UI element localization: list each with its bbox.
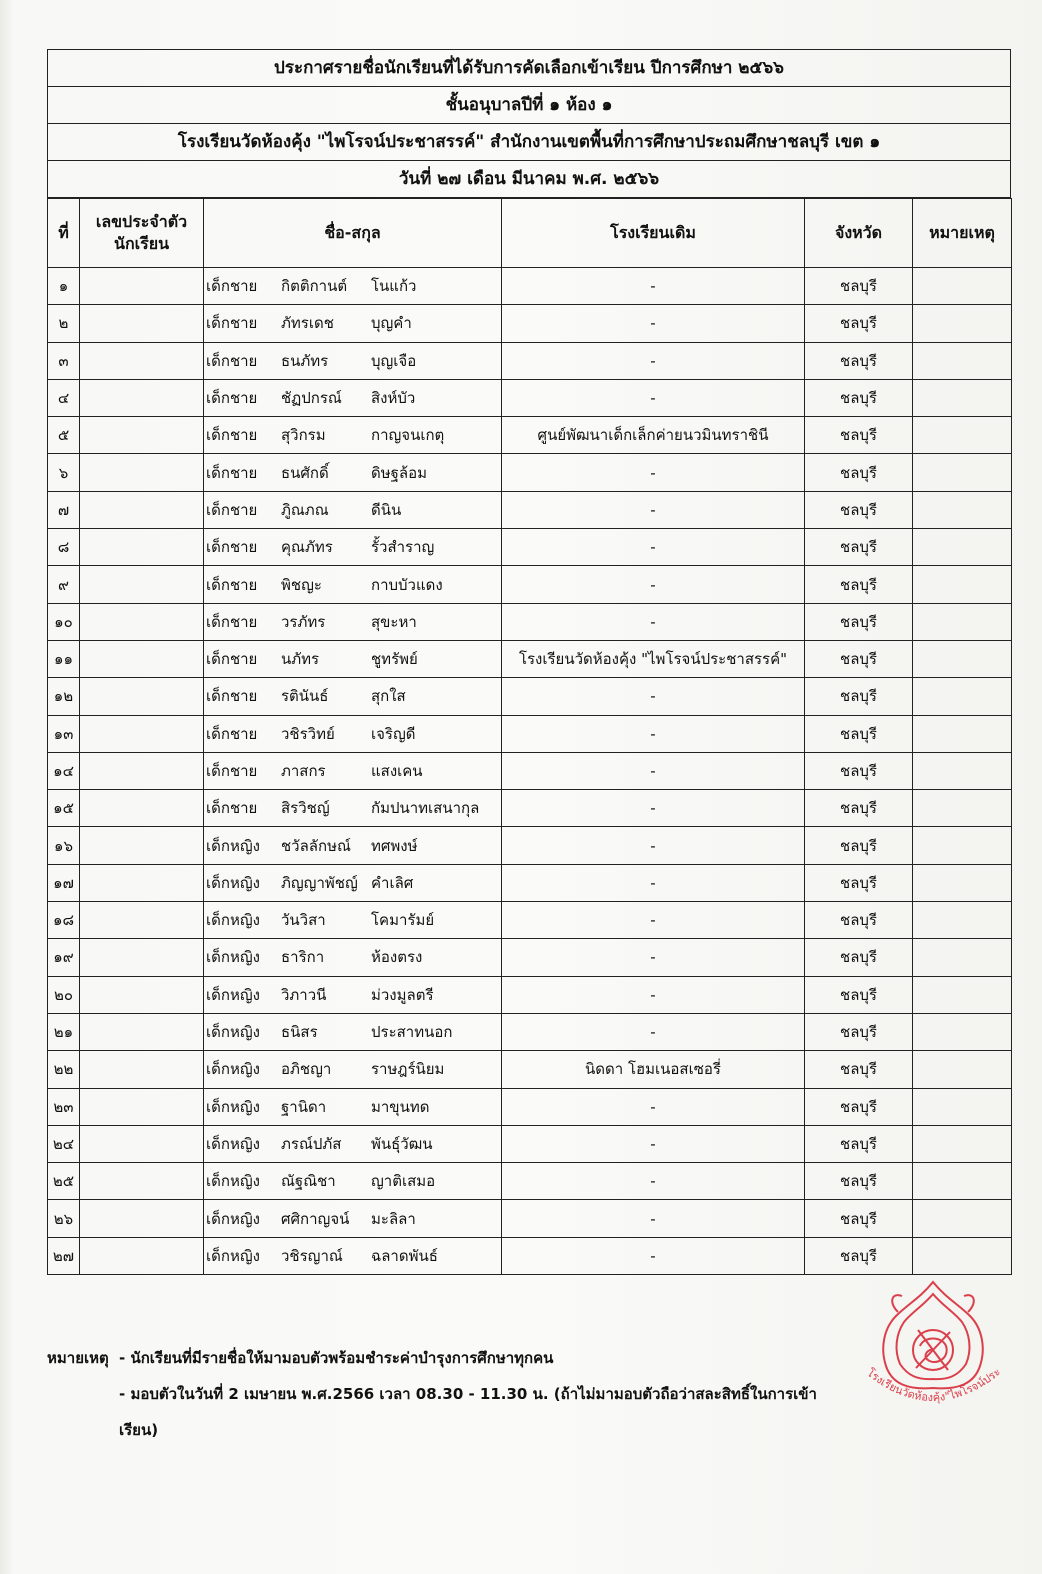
student-name-cell <box>204 976 502 1013</box>
student-id-cell <box>80 902 204 939</box>
table-row <box>48 342 1012 379</box>
announcement-date: วันที่ ๒๗ เดือน มีนาคม พ.ศ. ๒๕๖๖ <box>48 161 1010 198</box>
name-prefix: เด็กชาย <box>206 389 258 408</box>
svg-text:โรงเรียนวัดห้องคุ้ง"ไพโรจน์ประ: โรงเรียนวัดห้องคุ้ง"ไพโรจน์ประ <box>864 1365 1004 1405</box>
remarks-cell <box>913 640 1012 677</box>
student-id-cell <box>80 566 204 603</box>
table-row <box>48 640 1012 677</box>
column-header-remarks: หมายเหตุ <box>913 199 1012 268</box>
last-name: โคมารัมย์ <box>371 911 435 930</box>
table-row <box>48 976 1012 1013</box>
province-cell: ชลบุรี <box>805 1200 913 1237</box>
school-seal-icon <box>858 1278 1008 1418</box>
student-id-cell <box>80 1088 204 1125</box>
remarks-cell <box>913 566 1012 603</box>
first-name: สุวิกรม <box>281 426 326 445</box>
name-prefix: เด็กหญิง <box>206 1023 260 1042</box>
first-name: ศศิกาญจน์ <box>281 1209 350 1228</box>
row-number: ๑ <box>48 268 80 305</box>
student-id-cell <box>80 790 204 827</box>
first-name: ชัฏปกรณ์ <box>281 389 342 408</box>
table-row <box>48 1125 1012 1162</box>
province-cell: ชลบุรี <box>805 640 913 677</box>
first-name: ภิญญาพัชญ์ <box>281 873 358 892</box>
first-name: วชิรวิทย์ <box>281 724 335 743</box>
province-cell: ชลบุรี <box>805 790 913 827</box>
student-name-cell <box>204 1013 502 1050</box>
province-cell: ชลบุรี <box>805 491 913 528</box>
student-id-cell <box>80 1163 204 1200</box>
province-cell: ชลบุรี <box>805 864 913 901</box>
row-number: ๑๐ <box>48 603 80 640</box>
row-number: ๒๖ <box>48 1200 80 1237</box>
table-row <box>48 305 1012 342</box>
student-id-cell <box>80 454 204 491</box>
previous-school-cell: - <box>502 529 805 566</box>
name-prefix: เด็กชาย <box>206 687 258 706</box>
remarks-cell <box>913 603 1012 640</box>
student-table <box>47 198 1012 1275</box>
last-name: ฉลาดพันธ์ <box>371 1246 438 1265</box>
student-id-cell <box>80 379 204 416</box>
student-id-cell <box>80 827 204 864</box>
first-name: พิชญะ <box>281 575 322 594</box>
row-number: ๖ <box>48 454 80 491</box>
table-row <box>48 529 1012 566</box>
column-header-no: ที่ <box>48 199 80 268</box>
name-prefix: เด็กชาย <box>206 426 258 445</box>
announcement-sheet <box>47 49 1011 1275</box>
name-prefix: เด็กหญิง <box>206 1134 260 1153</box>
previous-school-cell: - <box>502 1125 805 1162</box>
province-cell: ชลบุรี <box>805 342 913 379</box>
first-name: ธนภัทร <box>281 351 329 370</box>
previous-school-cell: - <box>502 1088 805 1125</box>
student-id-cell <box>80 976 204 1013</box>
student-name-cell <box>204 566 502 603</box>
last-name: พันธุ์วัฒน <box>371 1134 433 1153</box>
student-id-cell <box>80 603 204 640</box>
name-prefix: เด็กหญิง <box>206 873 260 892</box>
last-name: ม่วงมูลตรี <box>371 985 434 1004</box>
row-number: ๑๗ <box>48 864 80 901</box>
previous-school-cell: - <box>502 603 805 640</box>
last-name: คำเลิศ <box>371 873 414 892</box>
remarks-cell <box>913 1051 1012 1088</box>
last-name: ประสาทนอก <box>371 1023 453 1042</box>
last-name: ชูทรัพย์ <box>371 650 418 669</box>
student-name-cell <box>204 342 502 379</box>
row-number: ๒๓ <box>48 1088 80 1125</box>
row-number: ๒๑ <box>48 1013 80 1050</box>
remarks-cell <box>913 417 1012 454</box>
row-number: ๑๘ <box>48 902 80 939</box>
previous-school-cell: - <box>502 305 805 342</box>
student-name-cell <box>204 715 502 752</box>
name-prefix: เด็กชาย <box>206 500 258 519</box>
first-name: ฐานิดา <box>281 1097 327 1116</box>
previous-school-cell: - <box>502 1163 805 1200</box>
first-name: ภาสกร <box>281 762 326 780</box>
remarks-cell <box>913 790 1012 827</box>
footnote-label: หมายเหตุ <box>47 1349 109 1367</box>
student-name-cell <box>204 379 502 416</box>
first-name: นภัทร <box>281 650 320 669</box>
footnote-line-2: - มอบตัวในวันที่ 2 เมษายน พ.ศ.2566 เวลา 08.30 - 11.30 น. (ถ้าไม่มามอบตัวถือว่าสละสิทธิ์ในการเข้าเรียน) <box>119 1385 817 1439</box>
first-name: วิภาวนี <box>281 985 327 1004</box>
table-row <box>48 864 1012 901</box>
remarks-cell <box>913 529 1012 566</box>
first-name: อภิชญา <box>281 1060 332 1079</box>
name-prefix: เด็กชาย <box>206 351 258 370</box>
previous-school-cell: - <box>502 454 805 491</box>
table-row <box>48 566 1012 603</box>
student-name-cell <box>204 1200 502 1237</box>
student-name-cell <box>204 1237 502 1274</box>
column-header-previous-school: โรงเรียนเดิม <box>502 199 805 268</box>
last-name: สุกใส <box>371 687 406 706</box>
student-name-cell <box>204 902 502 939</box>
remarks-cell <box>913 678 1012 715</box>
province-cell: ชลบุรี <box>805 454 913 491</box>
first-name: วันวิสา <box>281 911 326 930</box>
row-number: ๑๕ <box>48 790 80 827</box>
remarks-cell <box>913 902 1012 939</box>
province-cell: ชลบุรี <box>805 1051 913 1088</box>
first-name: ธาริกา <box>281 948 325 967</box>
name-prefix: เด็กหญิง <box>206 985 260 1004</box>
row-number: ๑๔ <box>48 752 80 789</box>
table-row <box>48 1237 1012 1274</box>
last-name: เจริญดี <box>371 724 416 743</box>
previous-school-cell: - <box>502 1013 805 1050</box>
row-number: ๑๓ <box>48 715 80 752</box>
student-id-cell <box>80 417 204 454</box>
previous-school-cell: - <box>502 790 805 827</box>
title-block <box>47 49 1011 198</box>
remarks-cell <box>913 1013 1012 1050</box>
row-number: ๗ <box>48 491 80 528</box>
previous-school-cell: ศูนย์พัฒนาเด็กเล็กค่ายนวมินทราชินี <box>502 417 805 454</box>
previous-school-cell: - <box>502 715 805 752</box>
table-row <box>48 715 1012 752</box>
row-number: ๔ <box>48 379 80 416</box>
province-cell: ชลบุรี <box>805 939 913 976</box>
remarks-cell <box>913 1125 1012 1162</box>
row-number: ๒๔ <box>48 1125 80 1162</box>
province-cell: ชลบุรี <box>805 1013 913 1050</box>
student-id-cell <box>80 1013 204 1050</box>
table-row <box>48 1163 1012 1200</box>
previous-school-cell: - <box>502 268 805 305</box>
student-id-cell <box>80 1237 204 1274</box>
last-name: ทศพงษ์ <box>371 836 418 855</box>
province-cell: ชลบุรี <box>805 379 913 416</box>
last-name: ดีนิน <box>371 500 402 519</box>
row-number: ๘ <box>48 529 80 566</box>
student-name-cell <box>204 603 502 640</box>
table-row <box>48 939 1012 976</box>
previous-school-cell: นิดดา โฮมเนอสเซอรี่ <box>502 1051 805 1088</box>
student-name-cell <box>204 529 502 566</box>
last-name: ญาติเสมอ <box>371 1172 436 1191</box>
remarks-cell <box>913 715 1012 752</box>
student-name-cell <box>204 491 502 528</box>
province-cell: ชลบุรี <box>805 752 913 789</box>
last-name: มาขุนทด <box>371 1097 430 1116</box>
province-cell: ชลบุรี <box>805 1125 913 1162</box>
row-number: ๑๖ <box>48 827 80 864</box>
name-prefix: เด็กหญิง <box>206 836 260 855</box>
table-row <box>48 379 1012 416</box>
previous-school-cell: - <box>502 939 805 976</box>
name-prefix: เด็กหญิง <box>206 1209 260 1228</box>
last-name: กัมปนาทเสนากุล <box>371 799 480 818</box>
previous-school-cell: - <box>502 1237 805 1274</box>
last-name: ราษฎร์นิยม <box>371 1060 445 1079</box>
row-number: ๕ <box>48 417 80 454</box>
student-id-cell <box>80 1125 204 1162</box>
first-name: คุณภัทร <box>281 538 333 557</box>
row-number: ๒๕ <box>48 1163 80 1200</box>
name-prefix: เด็กชาย <box>206 575 258 594</box>
province-cell: ชลบุรี <box>805 603 913 640</box>
name-prefix: เด็กชาย <box>206 650 258 669</box>
column-header-name: ชื่อ-สกุล <box>204 199 502 268</box>
school-seal-stamp <box>858 1278 1008 1418</box>
province-cell: ชลบุรี <box>805 1163 913 1200</box>
row-number: ๒ <box>48 305 80 342</box>
table-row <box>48 790 1012 827</box>
name-prefix: เด็กชาย <box>206 463 258 482</box>
table-row <box>48 417 1012 454</box>
student-id-cell <box>80 1200 204 1237</box>
table-header-row <box>48 199 1012 268</box>
student-id-cell <box>80 491 204 528</box>
first-name: ภัทรเดช <box>281 314 334 333</box>
previous-school-cell: - <box>502 902 805 939</box>
first-name: ภรณ์ปภัส <box>281 1134 342 1153</box>
remarks-cell <box>913 454 1012 491</box>
first-name: ธนิสร <box>281 1023 318 1042</box>
student-id-cell <box>80 529 204 566</box>
previous-school-cell: - <box>502 379 805 416</box>
previous-school-cell: - <box>502 491 805 528</box>
student-id-cell <box>80 305 204 342</box>
table-row <box>48 268 1012 305</box>
row-number: ๒๗ <box>48 1237 80 1274</box>
first-name: ณัฐณิชา <box>281 1172 336 1191</box>
student-id-cell <box>80 640 204 677</box>
previous-school-cell: - <box>502 678 805 715</box>
school-name: โรงเรียนวัดห้องคุ้ง "ไพโรจน์ประชาสรรค์" สำนักงานเขตพื้นที่การศึกษาประถมศึกษาชลบุรี เขต ๑ <box>48 124 1010 161</box>
table-row <box>48 902 1012 939</box>
first-name: ธนศักดิ์ <box>281 463 329 482</box>
table-row <box>48 1051 1012 1088</box>
name-prefix: เด็กหญิง <box>206 1172 260 1191</box>
student-name-cell <box>204 864 502 901</box>
remarks-cell <box>913 379 1012 416</box>
student-name-cell <box>204 640 502 677</box>
row-number: ๑๙ <box>48 939 80 976</box>
last-name: สิงห์บัว <box>371 389 416 408</box>
name-prefix: เด็กชาย <box>206 799 258 818</box>
column-header-student-id: เลขประจำตัว นักเรียน <box>80 199 204 268</box>
student-id-cell <box>80 752 204 789</box>
previous-school-cell: - <box>502 827 805 864</box>
first-name: กิตติกานต์ <box>281 277 348 296</box>
province-cell: ชลบุรี <box>805 827 913 864</box>
footnote <box>47 1340 827 1448</box>
first-name: รตินันธ์ <box>281 687 329 706</box>
class-level: ชั้นอนุบาลปีที่ ๑ ห้อง ๑ <box>48 87 1010 124</box>
student-name-cell <box>204 1125 502 1162</box>
previous-school-cell: - <box>502 752 805 789</box>
first-name: สิรวิชญ์ <box>281 799 330 818</box>
table-row <box>48 827 1012 864</box>
first-name: ชวัลลักษณ์ <box>281 836 351 855</box>
name-prefix: เด็กชาย <box>206 724 258 743</box>
previous-school-cell: - <box>502 1200 805 1237</box>
previous-school-cell: - <box>502 864 805 901</box>
student-id-cell <box>80 678 204 715</box>
student-id-cell <box>80 715 204 752</box>
remarks-cell <box>913 268 1012 305</box>
student-id-cell <box>80 864 204 901</box>
remarks-cell <box>913 976 1012 1013</box>
province-cell: ชลบุรี <box>805 976 913 1013</box>
footnote-line-1: - นักเรียนที่มีรายชื่อให้มามอบตัวพร้อมชำระค่าบำรุงการศึกษาทุกคน <box>119 1349 554 1367</box>
last-name: กาบบัวแดง <box>371 575 443 594</box>
table-row <box>48 603 1012 640</box>
remarks-cell <box>913 752 1012 789</box>
table-row <box>48 491 1012 528</box>
province-cell: ชลบุรี <box>805 715 913 752</box>
table-row <box>48 678 1012 715</box>
student-name-cell <box>204 678 502 715</box>
table-row <box>48 752 1012 789</box>
student-name-cell <box>204 752 502 789</box>
row-number: ๑๑ <box>48 640 80 677</box>
row-number: ๓ <box>48 342 80 379</box>
student-name-cell <box>204 417 502 454</box>
student-name-cell <box>204 827 502 864</box>
last-name: รั้วสำราญ <box>371 538 435 557</box>
last-name: บุญคำ <box>371 314 412 333</box>
last-name: ดิษฐล้อม <box>371 463 427 482</box>
name-prefix: เด็กชาย <box>206 277 258 296</box>
student-table-body <box>48 268 1012 1275</box>
name-prefix: เด็กหญิง <box>206 1097 260 1116</box>
first-name: ภูิณภณ <box>281 500 329 519</box>
province-cell: ชลบุรี <box>805 678 913 715</box>
name-prefix: เด็กหญิง <box>206 1246 260 1265</box>
last-name: แสงเคน <box>371 762 423 780</box>
remarks-cell <box>913 342 1012 379</box>
name-prefix: เด็กหญิง <box>206 948 260 967</box>
student-name-cell <box>204 1163 502 1200</box>
province-cell: ชลบุรี <box>805 902 913 939</box>
name-prefix: เด็กชาย <box>206 762 258 780</box>
last-name: กาญจนเกตุ <box>371 426 445 445</box>
last-name: ห้องตรง <box>371 948 423 967</box>
row-number: ๑๒ <box>48 678 80 715</box>
student-id-cell <box>80 342 204 379</box>
student-name-cell <box>204 454 502 491</box>
province-cell: ชลบุรี <box>805 305 913 342</box>
student-name-cell <box>204 1088 502 1125</box>
first-name: วชิรญาณ์ <box>281 1246 343 1265</box>
remarks-cell <box>913 491 1012 528</box>
announcement-title: ประกาศรายชื่อนักเรียนที่ได้รับการคัดเลือกเข้าเรียน ปีการศึกษา ๒๕๖๖ <box>48 50 1010 87</box>
student-id-cell <box>80 1051 204 1088</box>
table-row <box>48 1200 1012 1237</box>
table-row <box>48 1088 1012 1125</box>
previous-school-cell: - <box>502 566 805 603</box>
name-prefix: เด็กหญิง <box>206 911 260 930</box>
previous-school-cell: - <box>502 976 805 1013</box>
student-name-cell <box>204 939 502 976</box>
province-cell: ชลบุรี <box>805 268 913 305</box>
student-name-cell <box>204 268 502 305</box>
remarks-cell <box>913 1163 1012 1200</box>
first-name: วรภัทร <box>281 612 326 631</box>
remarks-cell <box>913 939 1012 976</box>
last-name: สุขะหา <box>371 612 417 631</box>
name-prefix: เด็กชาย <box>206 314 258 333</box>
student-id-cell <box>80 939 204 976</box>
last-name: บุญเจือ <box>371 351 417 370</box>
name-prefix: เด็กชาย <box>206 612 258 631</box>
remarks-cell <box>913 864 1012 901</box>
last-name: มะลิลา <box>371 1209 416 1228</box>
student-name-cell <box>204 1051 502 1088</box>
previous-school-cell: โรงเรียนวัดห้องคุ้ง "ไพโรจน์ประชาสรรค์" <box>502 640 805 677</box>
table-row <box>48 454 1012 491</box>
remarks-cell <box>913 1237 1012 1274</box>
row-number: ๒๒ <box>48 1051 80 1088</box>
province-cell: ชลบุรี <box>805 417 913 454</box>
row-number: ๒๐ <box>48 976 80 1013</box>
name-prefix: เด็กชาย <box>206 538 258 557</box>
student-id-cell <box>80 268 204 305</box>
remarks-cell <box>913 305 1012 342</box>
remarks-cell <box>913 827 1012 864</box>
student-name-cell <box>204 790 502 827</box>
province-cell: ชลบุรี <box>805 566 913 603</box>
last-name: โนแก้ว <box>371 277 417 296</box>
row-number: ๙ <box>48 566 80 603</box>
table-row <box>48 1013 1012 1050</box>
province-cell: ชลบุรี <box>805 1237 913 1274</box>
remarks-cell <box>913 1088 1012 1125</box>
column-header-province: จังหวัด <box>805 199 913 268</box>
remarks-cell <box>913 1200 1012 1237</box>
name-prefix: เด็กหญิง <box>206 1060 260 1079</box>
previous-school-cell: - <box>502 342 805 379</box>
province-cell: ชลบุรี <box>805 529 913 566</box>
province-cell: ชลบุรี <box>805 1088 913 1125</box>
student-name-cell <box>204 305 502 342</box>
